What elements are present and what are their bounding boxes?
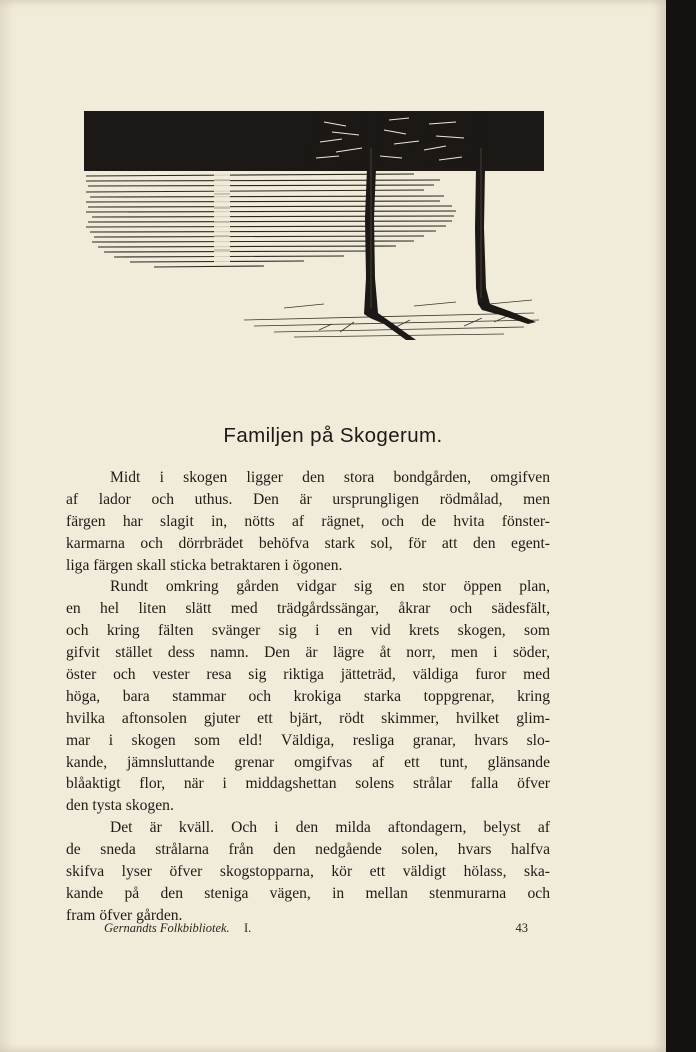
body-line: och kring fälten svänger sig i en vid krets skogen, som: [66, 622, 550, 640]
volume-number: I.: [244, 921, 252, 935]
body-line: öster och vester resa sig riktiga jätteträd, väldiga furor med: [66, 666, 550, 684]
body-line: mar i skogen som eld! Väldiga, resliga granar, hvars slo-: [66, 731, 550, 749]
page-footer: [104, 921, 528, 941]
body-line: blåaktigt flor, när i middagshettan solens strålar falla öfver: [66, 775, 550, 793]
body-line: den tysta skogen.: [66, 797, 174, 815]
body-line: skifva lyser öfver skogstopparna, kör ett väldigt hölass, ska-: [66, 863, 550, 881]
printer-signature: Gernandts Folkbibliotek.: [104, 921, 230, 935]
chapter-title: Familjen på Skogerum.: [223, 424, 443, 447]
body-line: af lador och uthus. Den är ursprungligen rödmålad, men: [66, 490, 550, 508]
body-line: Det är kväll. Och i den milda aftondagern, belyst af: [110, 819, 550, 837]
body-line: kande på den steniga vägen, in mellan stenmurarna och: [66, 884, 550, 902]
body-line: fram öfver gården.: [66, 906, 183, 924]
body-line: hvilka aftonsolen gjuter ett bjärt, rödt skimmer, hvilket glim-: [66, 709, 550, 727]
lake-forest-engraving: [84, 108, 546, 348]
body-line: en hel liten slätt med trädgårdssängar, åkrar och sädesfält,: [66, 600, 550, 618]
body-line: Midt i skogen ligger den stora bondgården, omgifven: [110, 469, 550, 486]
body-line: färgen har slagit in, nötts af rägnet, och de hvita fönster-: [66, 512, 550, 530]
body-line: Rundt omkring gården vidgar sig en stor öppen plan,: [110, 578, 550, 596]
body-line: karmarna och dörrbrädet behöfva stark sol, för att den egent-: [66, 534, 550, 552]
body-line: liga färgen skall sticka betraktaren i ögonen.: [66, 556, 343, 574]
page-number: 43: [515, 921, 528, 935]
header-illustration: [84, 108, 546, 348]
body-line: kande, jämnsluttande grenar omgifvas af ett tunt, glänsande: [66, 753, 550, 771]
body-text: [66, 467, 550, 927]
body-line: de sneda strålarna från den nedgående solen, hvars halfva: [66, 841, 550, 859]
body-line: gifvit stället dess namn. Den är lägre åt norr, men i söder,: [66, 644, 550, 662]
body-line: höga, bara stammar och krokiga starka toppgrenar, kring: [66, 687, 550, 705]
